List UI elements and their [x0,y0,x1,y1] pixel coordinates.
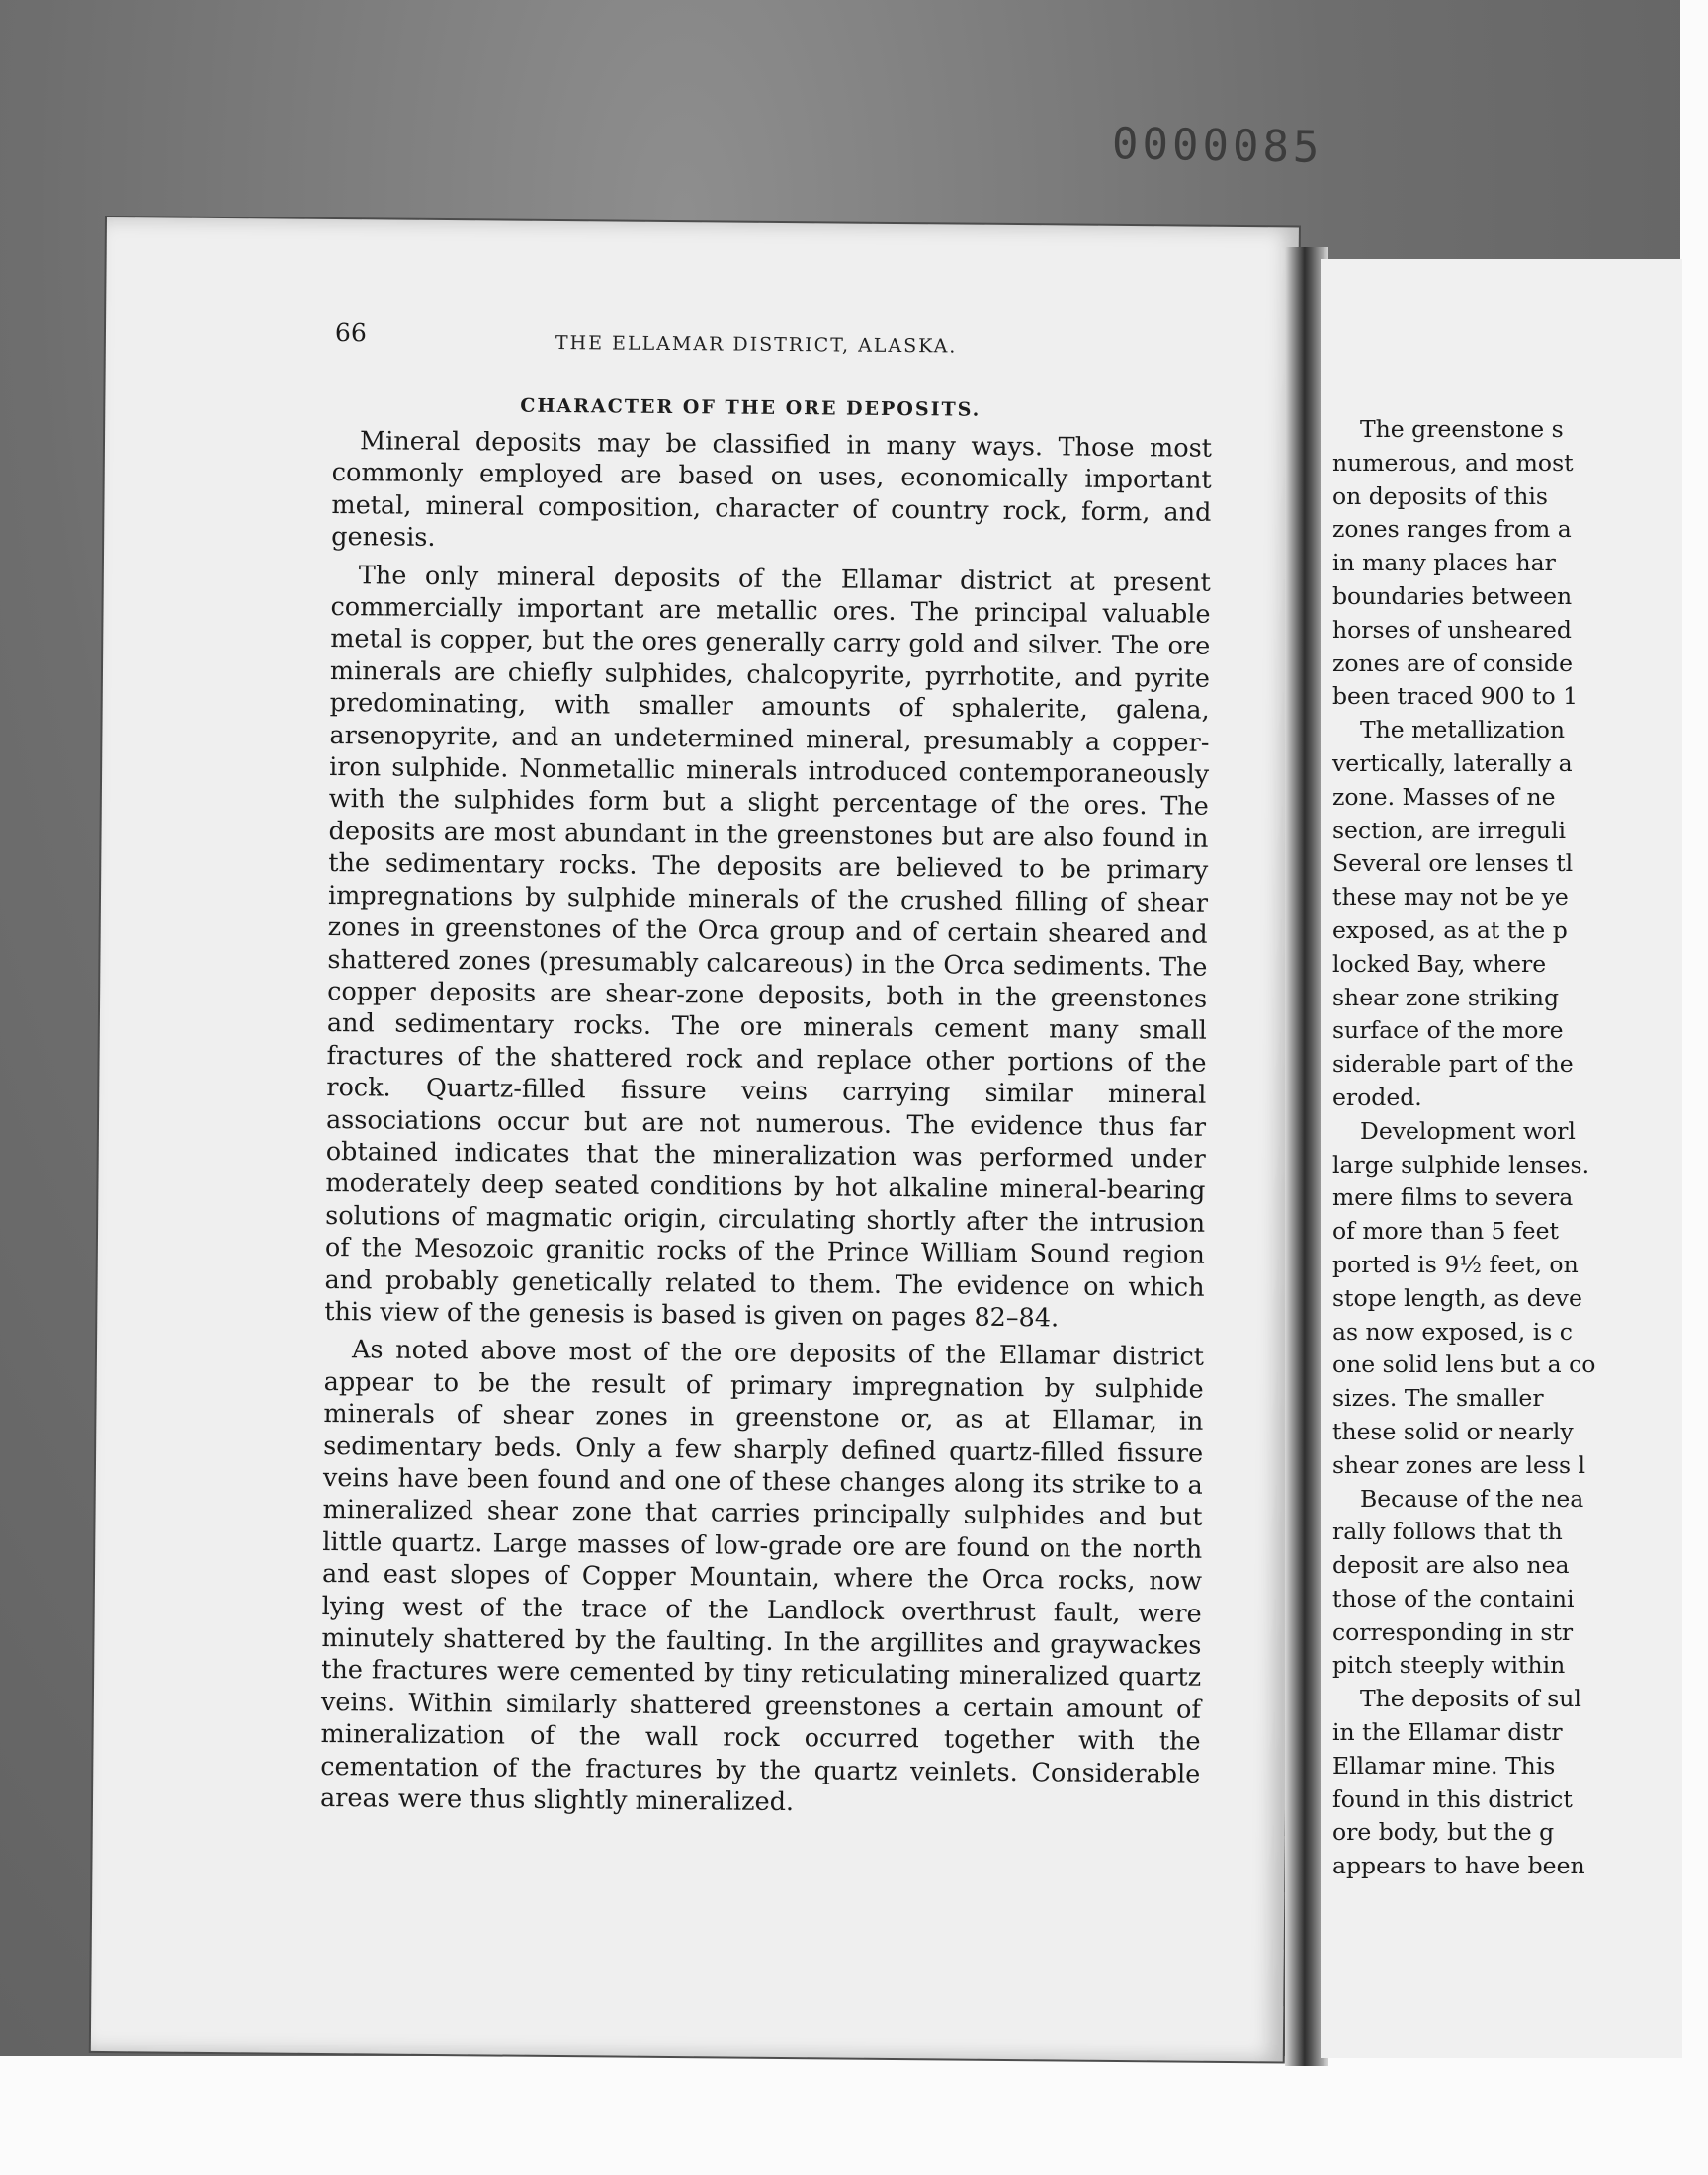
right-page-line: mere films to severa [1332,1183,1574,1212]
right-page-line: on deposits of this [1332,481,1548,510]
right-page-line: shear zones are less l [1332,1450,1586,1479]
left-page [91,218,1299,2061]
scan-margin-right [1680,0,1708,2175]
right-page-line: ported is 9½ feet, on [1332,1250,1579,1278]
right-page-line: in the Ellamar distr [1332,1718,1563,1747]
right-page-line: large sulphide lenses. [1332,1150,1590,1178]
right-page-line: horses of unsheared [1332,615,1572,644]
right-page-line: of more than 5 feet [1332,1217,1559,1246]
right-page-line: boundaries between [1332,581,1573,610]
right-page-line: pitch steeply within [1332,1651,1566,1680]
right-page-line: Development worl [1360,1116,1576,1145]
right-page-line: these may not be ye [1332,883,1569,912]
right-page-line: Several ore lenses tl [1332,849,1574,878]
right-page-line: surface of the more [1332,1016,1564,1045]
right-page-line: sizes. The smaller [1332,1384,1544,1413]
right-page-line: section, are irreguli [1332,816,1567,844]
right-page-line: numerous, and most [1332,448,1574,477]
paragraph: As noted above most of the ore deposits of the Ellamar district appear to be the result of primary impregnation by sulphide minerals of shear zones in greenstone or, as at Ellamar, in sedimentary beds. Only a few sharply defined quartz-filled fissure veins have been found and one of these changes along its strike to a mineralized shear zone that carries principally sulphides and but little quartz. Large masses of low-grade ore are found on the north and east slopes of Copper Mountain, where the Orca rocks, now lying west of the trace of the Landlock overthrust fault, were minutely shattered by the faulting. In the argillites and graywackes the fractures were cemented by tiny reticulating mineralized quartz veins. Within similarly shattered greenstones a certain amount of mineralization of the wall rock occurred together with the cementation of the fractures by the quartz veinlets. Considerable areas were thus slightly mineralized. [319,1335,1205,1818]
right-page-line: as now exposed, is c [1332,1317,1573,1346]
paragraph: Mineral deposits may be classified in many ways. Those most commonly employed are based on uses, economically important metal, mineral composition, character of country rock, form, and genesis. [331,426,1213,554]
right-page-body [1332,413,1682,1883]
right-page-line: ore body, but the g [1332,1818,1555,1847]
right-page-line: locked Bay, where [1332,949,1547,978]
right-page-line: shear zone striking [1332,983,1560,1011]
right-page-line: corresponding in str [1332,1617,1574,1646]
right-page-line: those of the containi [1332,1584,1575,1612]
right-page-line: appears to have been [1332,1852,1585,1880]
right-page-line: The deposits of sul [1360,1685,1581,1713]
right-page-line: The metallization [1360,716,1566,744]
section-heading: CHARACTER OF THE ORE DEPOSITS. [520,394,982,421]
running-head: THE ELLAMAR DISTRICT, ALASKA. [555,331,958,358]
right-page-line: one solid lens but a co [1332,1350,1596,1379]
document-stamp-number: 0000085 [1111,119,1324,173]
right-page-line: siderable part of the [1332,1050,1574,1079]
right-page-line: in many places har [1332,549,1556,577]
right-page-line: been traced 900 to 1 [1332,682,1579,711]
left-page-body [320,425,1212,1822]
right-page-line: Ellamar mine. This [1332,1751,1556,1780]
right-page-line: zones are of conside [1332,649,1574,677]
paragraph: The only mineral deposits of the Ellamar district at present commercially important are metallic ores. The principal valuable metal is copper, but the ores generally carry gold and silver. The ore minerals are chiefly sulphides, chalcopyrite, pyrrhotite, and pyrite predominating, with smaller amounts of sphalerite, galena, arsenopyrite, and an undetermined mineral, presumably a copper-iron sulphide. Nonmetallic minerals introduced contemporaneously with the sulphides form but a slight percentage of the ores. The deposits are most abundant in the greenstones but are also found in the sedimentary rocks. The deposits are believed to be primary impregnations by sulphide minerals of the crushed filling of shear zones in greenstones of the Orca group and of certain sheared and shattered zones (presumably calcareous) in the Orca sediments. The copper deposits are shear-zone deposits, both in the greenstones and sedimentary rocks. The ore minerals cement many small fractures of the shattered rock and replace other portions of the rock. Quartz-filled fissure veins carrying similar mineral associations occur but are not numerous. The evidence thus far obtained indicates that the mineralization was performed under moderately deep seated conditions by hot alkaline mineral-bearing solutions of magmatic origin, circulating shortly after the intrusion of the Mesozoic granitic rocks of the Prince William Sound region and probably genetically related to them. The evidence on which this view of the genesis is based is given on pages 82–84. [324,560,1211,1334]
page-number: 66 [334,318,367,348]
right-page-line: exposed, as at the p [1332,915,1568,944]
right-page-partial [1321,259,1682,2058]
right-page-line: eroded. [1332,1083,1422,1111]
right-page-line: zone. Masses of ne [1332,782,1556,811]
right-page-line: deposit are also nea [1332,1551,1570,1580]
right-page-line: The greenstone s [1360,415,1564,443]
right-page-line: found in this district [1332,1784,1573,1813]
scan-margin-bottom [0,2056,1708,2175]
right-page-line: these solid or nearly [1332,1417,1574,1445]
right-page-line: stope length, as deve [1332,1283,1582,1312]
right-page-line: vertically, laterally a [1332,748,1573,777]
right-page-line: rally follows that th [1332,1518,1563,1546]
right-page-line: Because of the nea [1360,1484,1584,1513]
right-page-line: zones ranges from a [1332,515,1572,544]
